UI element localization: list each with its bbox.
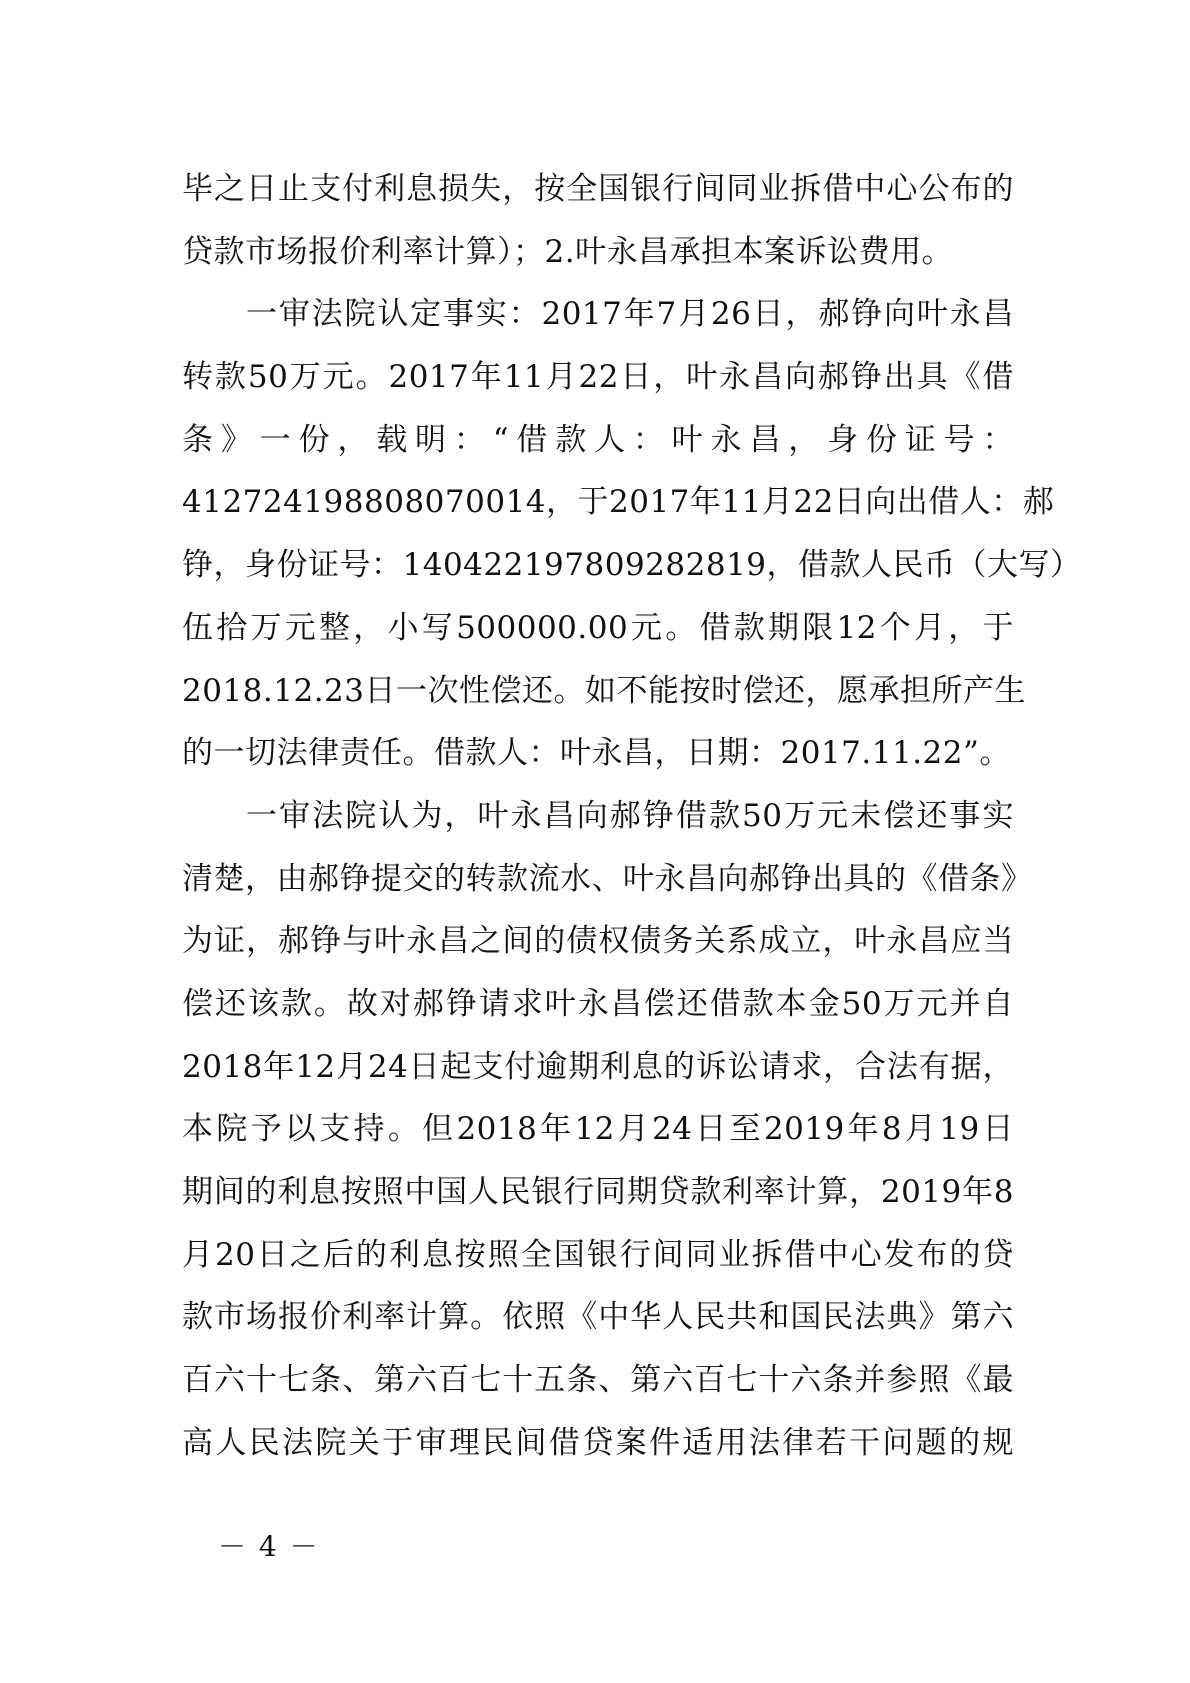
text-line: 的一切法律责任。借款人：叶永昌，日期：2017.11.22”。 — [182, 735, 1011, 772]
text-line: 条》一份，载明：“借款人：叶永昌，身份证号： — [182, 421, 1014, 458]
text-line: 为证，郝铮与叶永昌之间的债权债务关系成立，叶永昌应当 — [182, 923, 1014, 960]
text-line: 伍拾万元整，小写500000.00元。借款期限12个月，于 — [182, 609, 1014, 646]
text-line: 贷款市场报价利率计算）；2.叶永昌承担本案诉讼费用。 — [182, 233, 954, 270]
paragraph-start-line: 一审法院认为，叶永昌向郝铮借款50万元未偿还事实 — [246, 797, 1014, 834]
text-line: 铮，身份证号：140422197809282819，借款人民币（大写） — [182, 547, 1082, 584]
text-line: 清楚，由郝铮提交的转款流水、叶永昌向郝铮出具的《借条》 — [182, 860, 1033, 897]
text-line: 款市场报价利率计算。依照《中华人民共和国民法典》第六 — [182, 1299, 1014, 1336]
text-line: 2018.12.23日一次性偿还。如不能按时偿还，愿承担所产生 — [182, 672, 1026, 709]
page-number: － 4 － — [218, 1530, 320, 1563]
text-line: 月20日之后的利息按照全国银行间同业拆借中心发布的贷 — [182, 1236, 1014, 1273]
paragraph-start-line: 一审法院认定事实：2017年7月26日，郝铮向叶永昌 — [246, 296, 1014, 333]
text-line: 百六十七条、第六百七十五条、第六百七十六条并参照《最 — [182, 1362, 1014, 1399]
text-line: 偿还该款。故对郝铮请求叶永昌偿还借款本金50万元并自 — [182, 985, 1014, 1022]
text-line: 2018年12月24日起支付逾期利息的诉讼请求，合法有据， — [182, 1048, 1014, 1085]
text-line: 毕之日止支付利息损失，按全国银行间同业拆借中心公布的 — [182, 171, 1014, 207]
text-line: 期间的利息按照中国人民银行同期贷款利率计算，2019年8 — [182, 1174, 1014, 1210]
text-line: 412724198808070014，于2017年11月22日向出借人：郝 — [182, 484, 1055, 521]
text-line: 转款50万元。2017年11月22日，叶永昌向郝铮出具《借 — [182, 359, 1014, 396]
text-line: 本院予以支持。但2018年12月24日至2019年8月19日 — [182, 1111, 1014, 1148]
document-body — [182, 158, 1082, 1474]
text-line: 高人民法院关于审理民间借贷案件适用法律若干问题的规 — [182, 1424, 1014, 1461]
